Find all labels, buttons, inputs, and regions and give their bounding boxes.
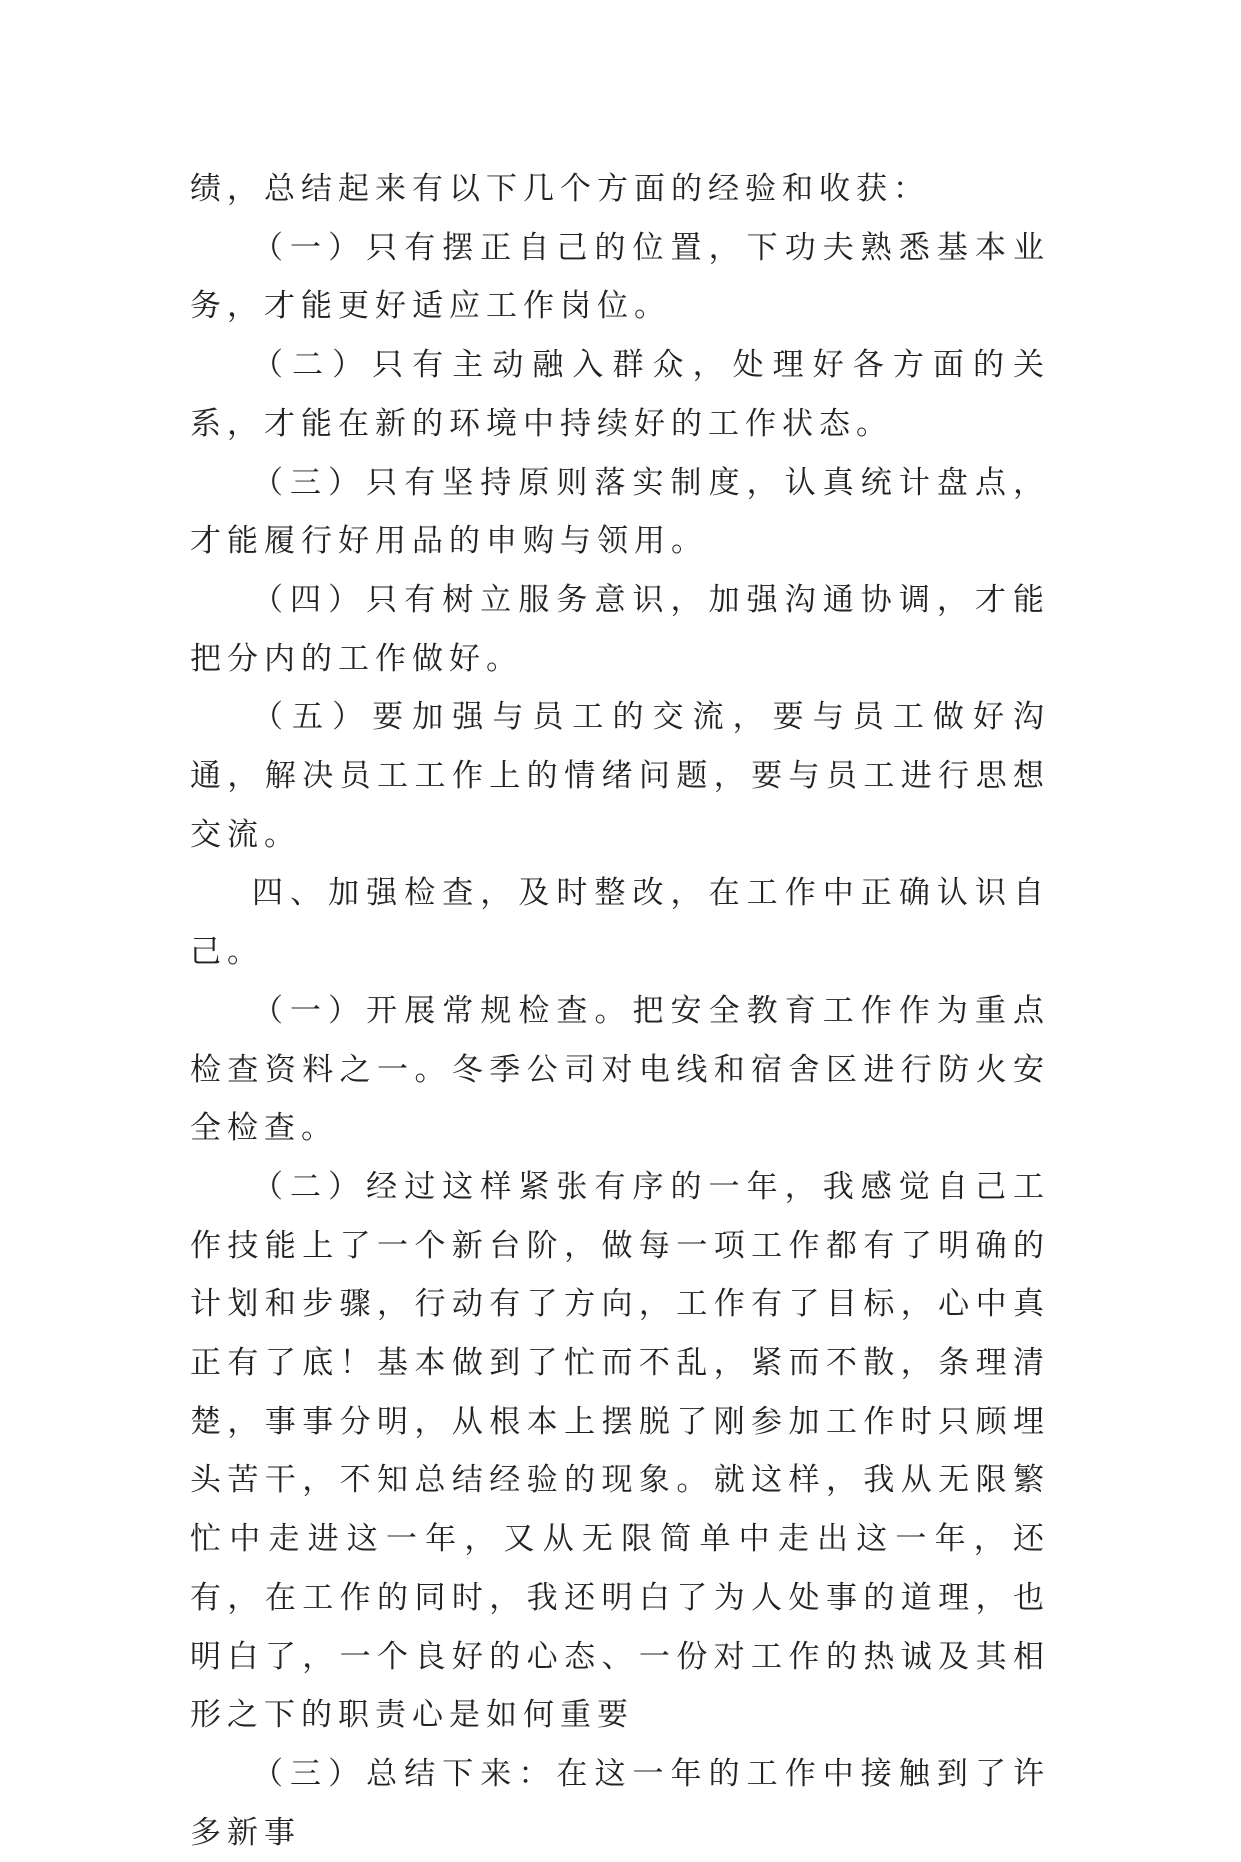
- paragraph-item-5: （五）要加强与员工的交流，要与员工做好沟通，解决员工工作上的情绪问题，要与员工进行思想交流。: [190, 699, 1050, 853]
- paragraph-check-2: （二）经过这样紧张有序的一年，我感觉自己工作技能上了一个新台阶，做每一项工作都有了明确的计划和步骤，行动有了方向，工作有了目标，心中真正有了底！基本做到了忙而不乱，紧而不散，条理清楚，事事分明，从根本上摆脱了刚参加工作时只顾埋头苦干，不知总结经验的现象。就这样，我从无限繁忙中走进这一年，又从无限简单中走出这一年，还有，在工作的同时，我还明白了为人处事的道理，也明白了，一个良好的心态、一份对工作的热诚及其相形之下的职责心是如何重要: [190, 1168, 1050, 1734]
- paragraph-check-1: （一）开展常规检查。把安全教育工作作为重点检查资料之一。冬季公司对电线和宿舍区进行防火安全检查。: [190, 992, 1050, 1147]
- paragraph-item-4: （四）只有树立服务意识，加强沟通协调，才能把分内的工作做好。: [190, 581, 1050, 677]
- body-text: [190, 160, 1050, 1862]
- paragraph-item-2: （二）只有主动融入群众，处理好各方面的关系，才能在新的环境中持续好的工作状态。: [190, 347, 1050, 442]
- paragraph-item-1: （一）只有摆正自己的位置，下功夫熟悉基本业务，才能更好适应工作岗位。: [190, 229, 1050, 325]
- paragraph-check-3: （三）总结下来：在这一年的工作中接触到了许多新事: [190, 1755, 1050, 1851]
- paragraph-item-3: （三）只有坚持原则落实制度，认真统计盘点，才能履行好用品的申购与领用。: [190, 464, 1050, 560]
- paragraph-continuation: 绩，总结起来有以下几个方面的经验和收获：: [190, 171, 930, 207]
- section-heading-4: 四、加强检查，及时整改，在工作中正确认识自己。: [190, 875, 1050, 971]
